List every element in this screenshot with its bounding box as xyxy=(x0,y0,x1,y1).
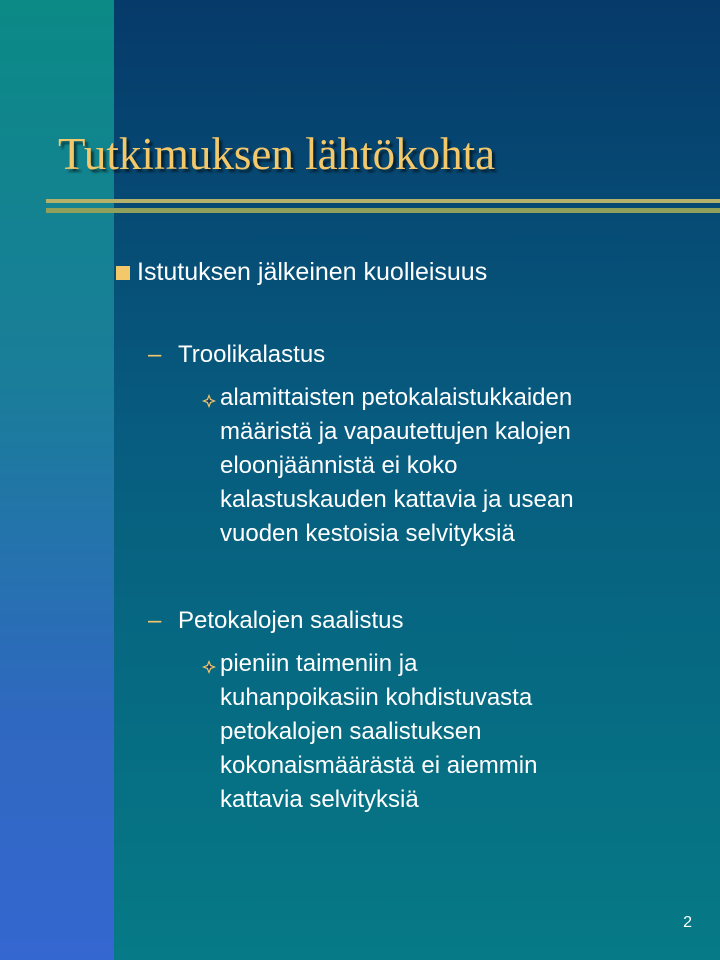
main-bullet-text: Istutuksen jälkeinen kuolleisuus xyxy=(137,258,488,286)
section-heading-1: Troolikalastus xyxy=(178,341,326,368)
section-detail-2 xyxy=(220,647,537,817)
slide-title: Tutkimuksen lähtökohta xyxy=(58,129,496,179)
detail-line: kuhanpoikasiin kohdistuvasta xyxy=(220,684,533,711)
page-number: 2 xyxy=(683,914,692,931)
section-detail-1 xyxy=(220,381,574,551)
dash-bullet-1: – xyxy=(148,341,162,368)
detail-line: kokonaismäärästä ei aiemmin xyxy=(220,752,538,779)
detail-line: vuoden kestoisia selvityksiä xyxy=(220,520,515,547)
detail-line: kattavia selvityksiä xyxy=(220,786,419,813)
section-heading-2: Petokalojen saalistus xyxy=(178,607,404,634)
detail-line: petokalojen saalistuksen xyxy=(220,718,482,745)
detail-line: eloonjäännistä ei koko xyxy=(220,452,458,479)
dash-bullet-2: – xyxy=(148,607,162,634)
detail-line: pieniin taimeniin ja xyxy=(220,650,418,677)
diamond-bullet-icon xyxy=(202,660,216,674)
diamond-bullet-icon xyxy=(202,394,216,408)
detail-line: kalastuskauden kattavia ja usean xyxy=(220,486,574,513)
detail-line: määristä ja vapautettujen kalojen xyxy=(220,418,571,445)
detail-line: alamittaisten petokalaistukkaiden xyxy=(220,384,573,411)
square-bullet-icon xyxy=(116,266,130,280)
